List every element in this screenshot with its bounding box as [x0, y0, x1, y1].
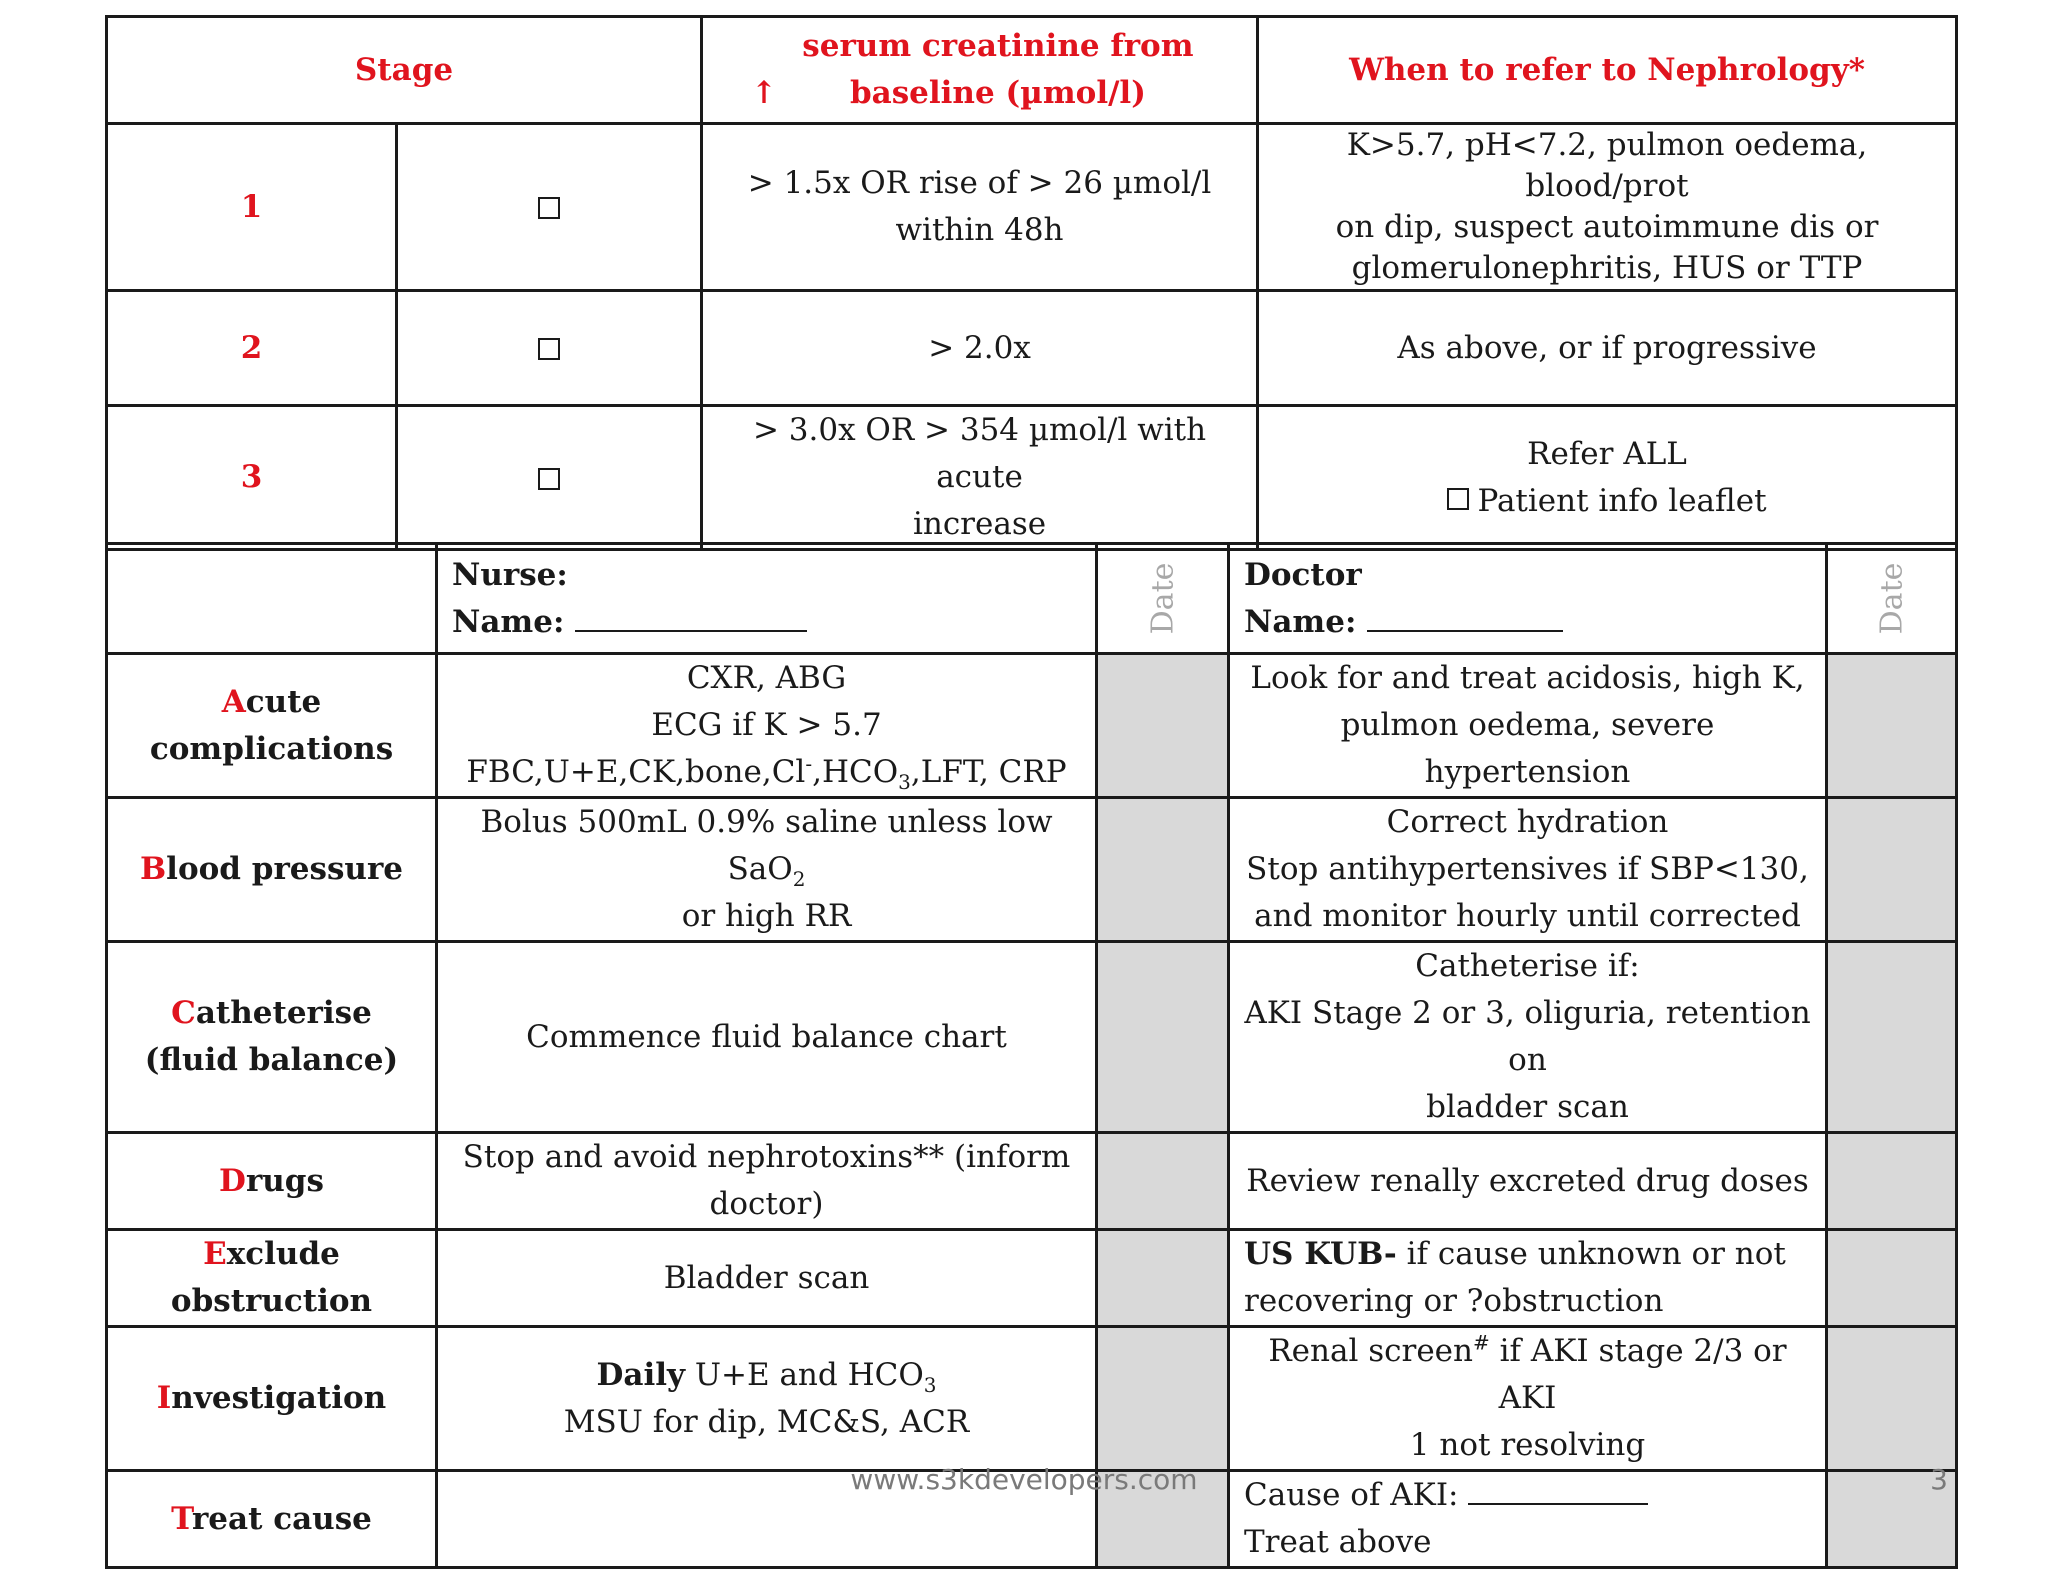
doctor-investigation: Renal screen# if AKI stage 2/3 or AKI 1 not resolving — [1229, 1327, 1827, 1471]
stage-3-checkbox[interactable] — [397, 406, 702, 550]
stage-2-label: 2 — [107, 291, 397, 406]
stage-2-refer: As above, or if progressive — [1258, 291, 1957, 406]
stage-3-refer: Refer ALL Patient info leaflet — [1258, 406, 1957, 550]
nurse-date-cell[interactable] — [1097, 798, 1229, 942]
doctor-catheterise: Catheterise if: AKI Stage 2 or 3, oliguria, retention on bladder scan — [1229, 942, 1827, 1133]
stage-header: Stage — [107, 17, 702, 124]
care-bundle-table — [105, 542, 1958, 1569]
stage-1-label: 1 — [107, 124, 397, 291]
stage-1-refer: K>5.7, pH<7.2, pulmon oedema, blood/prot on dip, suspect autoimmune dis or glomerulonephritis, HUS or TTP — [1258, 124, 1957, 291]
checkbox-icon[interactable] — [538, 468, 560, 490]
nurse-drugs: Stop and avoid nephrotoxins** (inform doctor) — [437, 1133, 1097, 1230]
doctor-treat-cause: Cause of AKI: Treat above — [1229, 1471, 1827, 1568]
blank-corner-cell — [107, 544, 437, 654]
doctor-exclude-obstruction: US KUB- if cause unknown or not recovering or ?obstruction — [1229, 1230, 1827, 1327]
page-number: 3 — [1930, 1463, 1948, 1496]
aki-stage-table — [105, 15, 1958, 551]
nurse-exclude-obstruction: Bladder scan — [437, 1230, 1097, 1327]
stage-3-label: 3 — [107, 406, 397, 550]
doctor-name-input[interactable] — [1367, 600, 1563, 632]
doctor-date-cell[interactable] — [1827, 1133, 1957, 1230]
doctor-acute: Look for and treat acidosis, high K, pulmon oedema, severe hypertension — [1229, 654, 1827, 798]
nurse-blood-pressure: Bolus 500mL 0.9% saline unless low SaO$_2$ or high RR — [437, 798, 1097, 942]
nurse-catheterise: Commence fluid balance chart — [437, 942, 1097, 1133]
leaflet-checkbox-icon[interactable] — [1447, 488, 1469, 510]
doctor-date-cell[interactable] — [1827, 798, 1957, 942]
nurse-date-cell[interactable] — [1097, 1230, 1229, 1327]
row-label-catheterise: Catheterise (fluid balance) — [107, 942, 437, 1133]
row-label-drugs: Drugs — [107, 1133, 437, 1230]
row-label-treat-cause: Treat cause — [107, 1471, 437, 1568]
up-arrow-icon: ↑ — [751, 75, 778, 111]
row-label-exclude-obstruction: Exclude obstruction — [107, 1230, 437, 1327]
doctor-drugs: Review renally excreted drug doses — [1229, 1133, 1827, 1230]
nurse-date-cell[interactable] — [1097, 654, 1229, 798]
stage-1-creatinine: > 1.5x OR rise of > 26 µmol/l within 48h — [702, 124, 1258, 291]
checkbox-icon[interactable] — [538, 338, 560, 360]
doctor-date-cell[interactable] — [1827, 1327, 1957, 1471]
stage-3-creatinine: > 3.0x OR > 354 µmol/l with acute increase — [702, 406, 1258, 550]
doctor-date-cell[interactable] — [1827, 942, 1957, 1133]
nurse-date-cell[interactable] — [1097, 1327, 1229, 1471]
nurse-acute: CXR, ABG ECG if K > 5.7 $FBC,U+E,CK,bone,Cl^-,HCO_3,LFT$, CRP — [437, 654, 1097, 798]
doctor-date-cell[interactable] — [1827, 1230, 1957, 1327]
footer-url: www.s3kdevelopers.com — [850, 1463, 1198, 1496]
nurse-header: Nurse: Name: — [437, 544, 1097, 654]
nurse-date-header[interactable]: Date — [1097, 544, 1229, 654]
nurse-date-cell[interactable] — [1097, 1133, 1229, 1230]
row-label-blood-pressure: Blood pressure — [107, 798, 437, 942]
stage-1-checkbox[interactable] — [397, 124, 702, 291]
row-label-investigation: Investigation — [107, 1327, 437, 1471]
nurse-date-cell[interactable] — [1097, 942, 1229, 1133]
refer-header: When to refer to Nephrology* — [1258, 17, 1957, 124]
nurse-investigation: Daily U+E and $HCO_3$ MSU for dip, MC&S, ACR — [437, 1327, 1097, 1471]
doctor-header: Doctor Name: — [1229, 544, 1827, 654]
stage-2-creatinine: > 2.0x — [702, 291, 1258, 406]
creatinine-header: ↑ serum creatinine from baseline (µmol/l) — [702, 17, 1258, 124]
stage-2-checkbox[interactable] — [397, 291, 702, 406]
nurse-name-input[interactable] — [575, 600, 807, 632]
row-label-acute: Acute complications — [107, 654, 437, 798]
doctor-date-header[interactable]: Date — [1827, 544, 1957, 654]
doctor-blood-pressure: Correct hydration Stop antihypertensives if SBP<130, and monitor hourly until corrected — [1229, 798, 1827, 942]
doctor-date-cell[interactable] — [1827, 654, 1957, 798]
checkbox-icon[interactable] — [538, 197, 560, 219]
